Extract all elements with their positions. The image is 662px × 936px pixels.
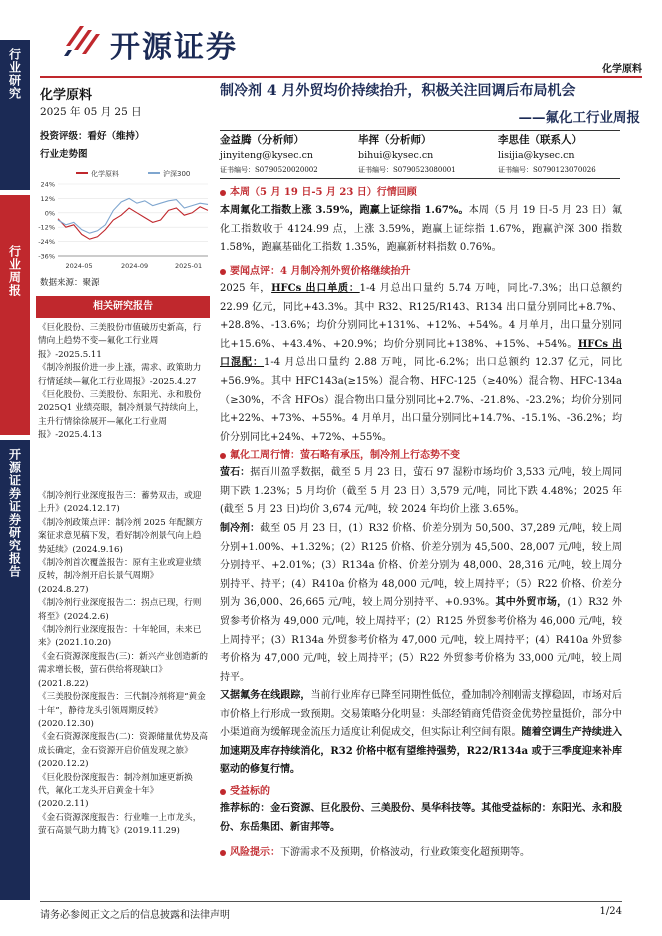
section-body-fluorite: 萤石：据百川盈孚数据，截至 5 月 23 日，萤石 97 湿粉市场均价 3,533 元/吨，较上周同期下跌 1.23%；5 月均价（截至 5 月 23 日）3,579 元/吨，同比下跌 4.48%；2025 年(截至 5 月 23 日)均价 3,674 元/吨，较 2024 年均价上涨 3.65%。 bbox=[220, 467, 622, 516]
section-heading-news: 要闻点评：4 月制冷剂外贸价格继续抬升 bbox=[220, 262, 410, 277]
list-item[interactable]: 《制冷剂政策点评：制冷剂 2025 年配额方案征求意见稿下发，看好制冷剂景气向上趋势延续》(2024.9.16) bbox=[38, 517, 203, 555]
bullet-icon bbox=[220, 269, 226, 275]
list-item[interactable]: 《制冷剂首次覆盖报告：原有主业或迎业绩反转，制冷剂开启长景气周期》(2024.8.27) bbox=[38, 558, 202, 595]
side-tab-research: 行业研究 bbox=[0, 40, 30, 190]
series-line-1 bbox=[58, 198, 208, 233]
author-2 bbox=[358, 133, 456, 178]
x-tick-label: 2024-05 bbox=[65, 262, 93, 270]
series-line-0 bbox=[58, 207, 208, 239]
bullet-icon bbox=[220, 453, 226, 459]
section-heading-review: 本周（5 月 19 日-5 月 23 日）行情回顾 bbox=[220, 183, 417, 198]
side-tab-kysec: 开源证券证券研究报告 bbox=[0, 440, 30, 900]
footer-divider bbox=[40, 901, 622, 902]
section-body-news: 2025 年，HFCs 出口单质：1-4 月总出口量约 5.74 万吨，同比-7.3%；出口总额约 22.99 亿元，同比+43.3%。其中 R32、R125/R143、R134 出口量分别同比+8.7%、+28.8%、-13.6%；均价分别同比+131%、+12%、+54%。4 月单月，出口量分别同比+15.6%、+43.4%、+20.9%；均价分别同比+138%、+15%、+54%。HFCs 出口混配：1-4 月总出口量约 2.88 万吨，同比-6.2%；出口总额约 12.37 亿元，同比+56.9%。其中 HFC143a(≥15%）混合物、HFC-125（≥40%）混合物、HFC-134a（≥30%，不含 HFOs）混合物出口量分别同比+2.7%、-21.8%、-23.2%；均价分别同比+22%、+73%、+55%。4 月单月，出口量分别同比+14.7%、-15.1%、-36.2%；均价分别同比+24%、+72%、+55%。 bbox=[220, 283, 622, 443]
related-reports-header: 相关研究报告 bbox=[36, 296, 210, 318]
y-tick-label: 24% bbox=[40, 180, 55, 189]
author-license: 证书编号：S0790123070026 bbox=[498, 166, 596, 174]
author-name: 李思佳（联系人） bbox=[498, 134, 582, 146]
list-item[interactable]: 《巨化股份深度报告：制冷剂加速更新换代，氟化工龙头开启黄金十年》(2020.2.11) bbox=[38, 772, 193, 810]
list-item[interactable]: 《巨化股份、三美股份市值破历史新高，行情向上趋势不变—氟化工行业周报》-2025.5.11 bbox=[38, 323, 202, 360]
side-tab-weekly: 行业周报 bbox=[0, 195, 30, 435]
y-tick-label: -12% bbox=[38, 223, 55, 232]
author-1 bbox=[220, 133, 318, 178]
industry-name: 化学原料 bbox=[40, 88, 93, 103]
section-body-refrigerant: 制冷剂：截至 05 月 23 日，(1）R32 价格、价差分别为 50,500、37,289 元/吨，较上周分别+1.00%、+1.32%；(2）R125 价格、价差分别为 45,500、28,007 元/吨，较上周分别持平、+2.01%；(3）R134a 价格、价差分别为 48,000、28,316 元/吨，较上周分别持平、持平；(4）R410a 价格为 48,000 元/吨，较上周持平；（5）R22 价格、价差分别为 36,000、26,665 元/吨，较上周分别持平、+0.93%。其中外贸市场，(1）R32 外贸参考价格为 49,000 元/吨，较上周持平；(2）R125 外贸参考价格为 46,000 元/吨，较上周持平；(3）R134a 外贸参考价格为 47,000 元/吨，较上周持平；(4）R410a 外贸参考价格为 47,000 元/吨，较上周持平；(5）R22 外贸参考价格为 33,000 元/吨，较上周持平。 bbox=[220, 523, 623, 683]
list-item[interactable]: 《金石资源深度报告：行业唯一上市龙头，萤石高景气助力腾飞》(2019.11.29) bbox=[38, 812, 202, 837]
author-name: 金益腾（分析师） bbox=[220, 134, 304, 146]
bullet-icon bbox=[220, 190, 226, 196]
author-email[interactable]: jinyiteng@kysec.cn bbox=[220, 150, 314, 161]
section-heading-market: 氟化工周行情：萤石略有承压，制冷剂上行态势不变 bbox=[220, 446, 460, 461]
y-tick-label: 0% bbox=[44, 209, 55, 218]
list-item[interactable]: 《制冷剂行业深度报告二：拐点已现，行则将至》(2024.2.6) bbox=[38, 598, 202, 622]
list-item[interactable]: 《巨化股份、三美股份、东阳光、永和股份 2025Q1 业绩亮眼，制冷剂景气持续向上，主升行情徐徐展开—氟化工行业周报》-2025.4.13 bbox=[38, 390, 205, 441]
report-date: 2025 年 05 月 25 日 bbox=[40, 106, 142, 118]
list-item[interactable]: 《制冷剂报价进一步上涨，需求、政策助力行情延续—氟化工行业周报》-2025.4.27 bbox=[38, 363, 202, 387]
x-tick-label: 2025-01 bbox=[175, 262, 203, 270]
trend-title: 行业走势图 bbox=[40, 149, 88, 160]
report-subtitle: ——氟化工行业周报 bbox=[518, 110, 640, 126]
author-license: 证书编号：S0790520020002 bbox=[220, 166, 318, 174]
author-3 bbox=[498, 133, 596, 178]
trend-chart bbox=[36, 164, 212, 276]
section-heading-risk: 风险提示：下游需求不及预期，价格波动，行业政策变化超预期等。 bbox=[220, 843, 530, 858]
legend-label-hs300: 沪深300 bbox=[163, 170, 191, 178]
list-item[interactable]: 《制冷剂行业深度报告：十年轮回，未来已来》(2021.10.20) bbox=[38, 625, 202, 649]
author-top-divider bbox=[220, 130, 620, 131]
footer-disclaimer: 请务必参阅正文之后的信息披露和法律声明 bbox=[40, 910, 230, 921]
section-body-review: 本周氟化工指数上涨 3.59%，跑赢上证综指 1.67%。本周（5 月 19 日-5 月 23 日）氟化工指数收于 4124.99 点，上涨 3.59%，跑赢上证综指 1.67%，跑赢沪深 300 指数 1.58%，跑赢基础化工指数 1.35%，跑赢新材料指数 0.76%。 bbox=[220, 205, 623, 254]
related-reports-list-a bbox=[38, 322, 208, 443]
list-item[interactable]: 《金石资源深度报告(二)：资源储量优势及高成长确定，金石资源开启价值发现之旅》(2020.12.2) bbox=[38, 732, 208, 770]
brand-logo bbox=[62, 18, 104, 58]
related-reports-list-b bbox=[38, 490, 208, 839]
rating: 投资评级：看好（维持） bbox=[40, 131, 145, 142]
report-title: 制冷剂 4 月外贸均价持续抬升，积极关注回调后布局机会 bbox=[220, 83, 576, 99]
author-license: 证书编号：S0790523080001 bbox=[358, 166, 456, 174]
brand-name: 开源证券 bbox=[110, 30, 238, 65]
author-email[interactable]: bihui@kysec.cn bbox=[358, 150, 434, 161]
author-email[interactable]: lisijia@kysec.cn bbox=[498, 150, 575, 161]
y-tick-label: -36% bbox=[38, 252, 55, 261]
list-item[interactable]: 《制冷剂行业深度报告三：蓄势双击，或迎上升》(2024.12.17) bbox=[38, 491, 202, 515]
list-item[interactable]: 《金石资源深度报告(三)：新兴产业创造新的需求增长极，萤石供给将现缺口》(2021.8.22) bbox=[38, 651, 208, 689]
author-name: 毕挥（分析师） bbox=[358, 134, 432, 146]
y-tick-label: -24% bbox=[38, 238, 55, 247]
page-number: 1/24 bbox=[599, 906, 622, 917]
category-tag: 化学原料 bbox=[602, 64, 642, 75]
section-heading-beneficiaries: 受益标的 bbox=[220, 782, 270, 797]
y-tick-label: 12% bbox=[40, 194, 55, 203]
bullet-icon bbox=[220, 850, 226, 856]
legend-label-chemical: 化学原料 bbox=[91, 170, 119, 178]
author-bottom-divider bbox=[220, 178, 620, 179]
x-tick-label: 2024-09 bbox=[121, 262, 149, 270]
section-body-beneficiaries: 推荐标的：金石资源、巨化股份、三美股份、昊华科技等。其他受益标的：东阳光、永和股份、东岳集团、新宙邦等。 bbox=[220, 803, 622, 833]
header-divider bbox=[40, 76, 642, 78]
chart-source: 数据来源：聚源 bbox=[40, 278, 100, 288]
section-body-tracking: 又据氟务在线跟踪，当前行业库存已降至同期性低位，叠加制冷剂刚需支撑稳固，市场对后市价格上行形成一致预期。交易策略分化明显：头部经销商凭借资金优势控量挺价，部分中小渠道商为缓解现金流压力适度让利促成交，但实际让利空间有限。随着空调生产持续进入加速期及库存持续消化，R32 价格中枢有望维持强势，R22/R134a 或于三季度迎来补库驱动的修复行情。 bbox=[220, 690, 623, 776]
bullet-icon bbox=[220, 789, 226, 795]
list-item[interactable]: 《三美股份深度报告：三代制冷剂将迎“黄金十年”，静待龙头引领周期反转》(2020.12.30) bbox=[38, 692, 206, 729]
